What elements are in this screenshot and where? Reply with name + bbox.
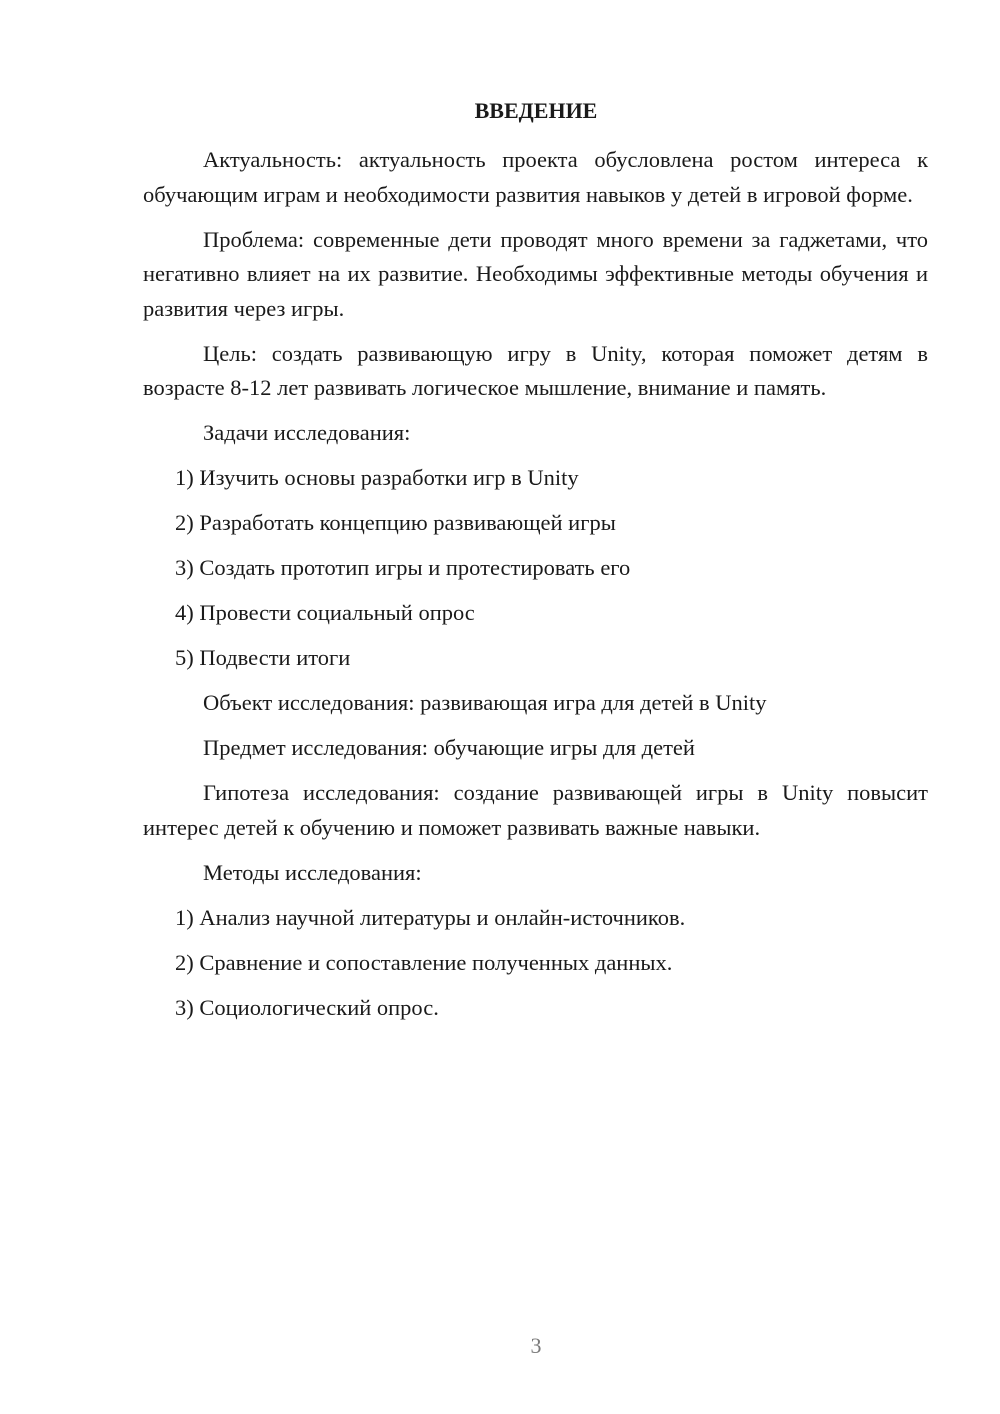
page-number: 3 (530, 1333, 542, 1358)
goal-paragraph: Цель: создать развивающую игру в Unity, которая поможет детям в возрасте 8-12 лет развивать логическое мышление, внимание и память. (143, 340, 928, 400)
relevance-paragraph: Актуальность: актуальность проекта обусловлена ростом интереса к обучающим играм и необходимости развития навыков у детей в игровой форме. (143, 147, 928, 207)
list-item: 3) Создать прототип игры и протестировать его (175, 555, 631, 580)
methods-heading: Методы исследования: (203, 859, 422, 885)
subject-paragraph: Предмет исследования: обучающие игры для детей (203, 735, 695, 760)
hypothesis-paragraph: Гипотеза исследования: создание развивающей игры в Unity повысит интерес детей к обучению и поможет развивать важные навыки. (143, 780, 928, 840)
tasks-list (143, 461, 928, 676)
list-item: 2) Сравнение и сопоставление полученных данных. (175, 949, 673, 975)
page-title: ВВЕДЕНИЕ (474, 98, 598, 123)
list-item: 3) Социологический опрос. (175, 994, 439, 1020)
tasks-heading: Задачи исследования: (203, 420, 411, 445)
object-paragraph: Объект исследования: развивающая игра для детей в Unity (203, 690, 767, 715)
list-item: 1) Анализ научной литературы и онлайн-источников. (175, 904, 686, 930)
list-item: 2) Разработать концепцию развивающей игры (175, 510, 616, 535)
list-item: 5) Подвести итоги (175, 645, 351, 670)
list-item: 1) Изучить основы разработки игр в Unity (175, 465, 579, 490)
list-item: 4) Провести социальный опрос (175, 600, 475, 625)
problem-paragraph: Проблема: современные дети проводят много времени за гаджетами, что негативно влияет на их развитие. Необходимы эффективные методы обучения и развития через игры. (143, 226, 928, 321)
methods-list (143, 901, 928, 1026)
document-body (143, 143, 928, 1036)
